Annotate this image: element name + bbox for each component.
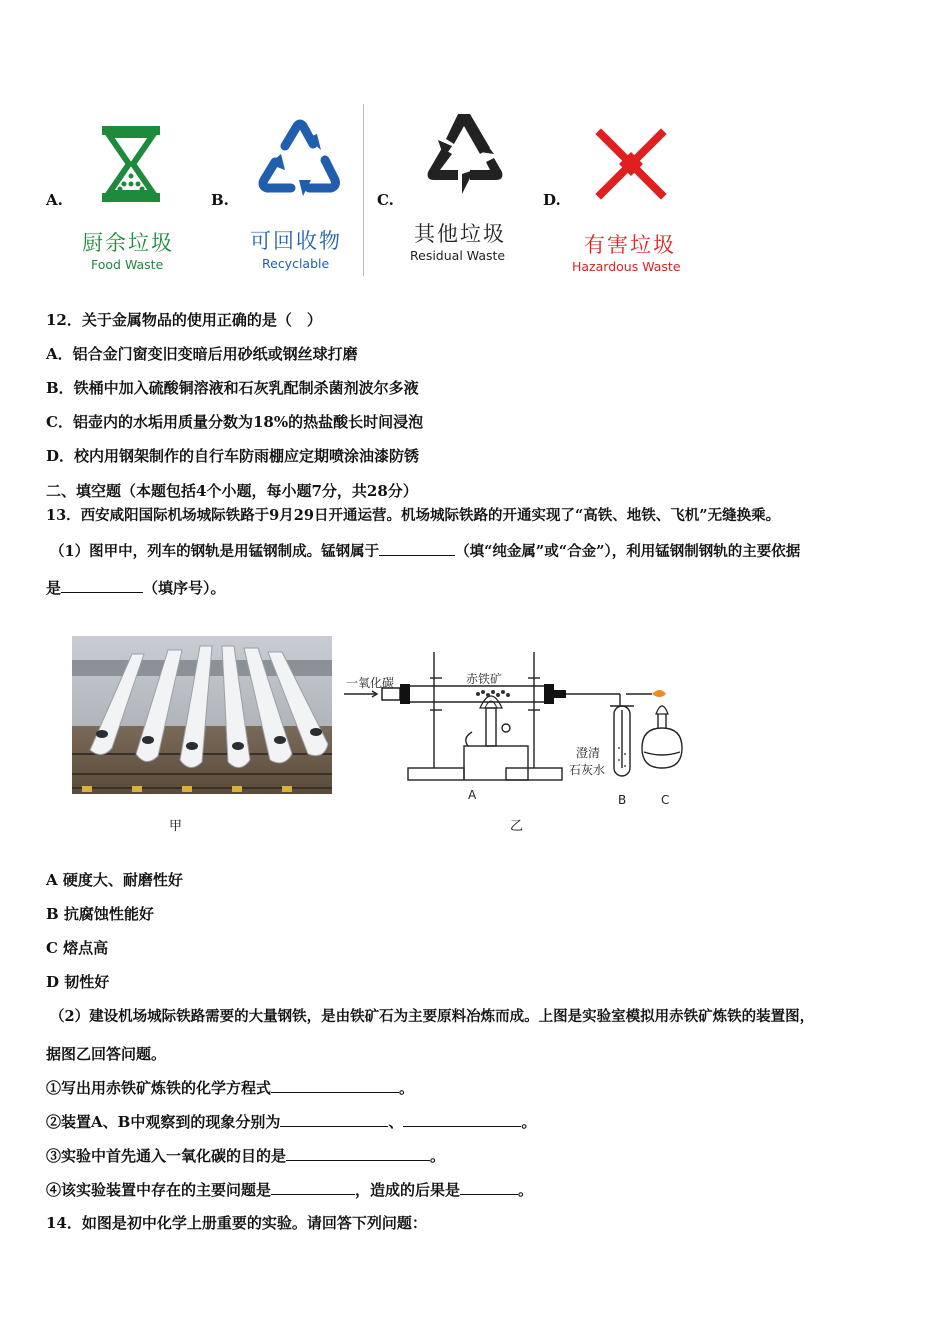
label-limewater-2: 石灰水	[569, 763, 606, 777]
recyclable-cn-label: 可回收物	[250, 229, 342, 253]
answer-blank[interactable]	[460, 1179, 518, 1195]
q13-sub1	[46, 1077, 414, 1098]
label-a: A	[468, 788, 477, 802]
answer-blank[interactable]	[286, 1145, 430, 1161]
q13-part2-line2: 据图乙回答问题。	[46, 1045, 167, 1063]
q13-option-a: A 硬度大、耐磨性好	[46, 871, 183, 889]
q13-sub4-text: ④该实验装置中存在的主要问题是	[46, 1181, 272, 1199]
apparatus-diagram	[342, 648, 694, 808]
q13-part1-text-c: 是	[46, 579, 62, 597]
q13-sub2-mid: 、	[388, 1113, 404, 1131]
label-hematite: 赤铁矿	[466, 672, 503, 686]
food-waste-icon	[100, 124, 162, 204]
q13-sub1-end: 。	[399, 1079, 415, 1097]
option-letter-d: D.	[543, 191, 561, 209]
label-carbon-monoxide: 一氧化碳	[346, 676, 395, 690]
q13-sub4-mid: ，造成的后果是	[355, 1181, 461, 1199]
q12-option-d: D．校内用钢架制作的自行车防雨棚应定期喷涂油漆防锈	[46, 447, 420, 465]
food-waste-en-label: Food Waste	[91, 257, 164, 272]
answer-blank[interactable]	[61, 577, 143, 593]
q13-sub1-text: ①写出用赤铁矿炼铁的化学方程式	[46, 1079, 272, 1097]
q13-stem: 13．西安咸阳国际机场城际铁路于9月29日开通运营。机场城际铁路的开通实现了“高铁、地铁、飞机”无缝换乘。	[46, 507, 781, 524]
q13-sub3-end: 。	[430, 1147, 446, 1165]
residual-waste-cn-label: 其他垃圾	[414, 222, 506, 246]
q13-part1-text-a: （1）图甲中，列车的钢轨是用锰钢制成。锰钢属于	[50, 543, 380, 560]
hazardous-waste-en-label: Hazardous Waste	[572, 259, 681, 274]
recycle-icon	[255, 118, 345, 200]
q13-option-c: C 熔点高	[46, 939, 109, 957]
q13-option-d: D 韧性好	[46, 973, 110, 991]
recyclable-en-label: Recyclable	[262, 256, 330, 271]
q13-sub2	[46, 1111, 536, 1132]
figure-jia-caption: 甲	[169, 819, 183, 834]
q13-part1-text-b: （填“纯金属”或“合金”），利用锰钢制钢轨的主要依据	[455, 543, 801, 560]
q13-part1-line2	[46, 577, 226, 598]
q12-option-c: C．铝壶内的水垢用质量分数为18%的热盐酸长时间浸泡	[46, 413, 424, 431]
residual-waste-icon	[424, 110, 504, 198]
q12-option-a: A．铝合金门窗变旧变暗后用砂纸或钢丝球打磨	[46, 345, 358, 363]
option-letter-b: B.	[211, 191, 229, 209]
q13-option-b: B 抗腐蚀性能好	[46, 905, 154, 923]
q13-sub4	[46, 1179, 533, 1200]
label-c: C	[661, 793, 670, 807]
q13-sub2-text: ②装置A、B中观察到的现象分别为	[46, 1113, 281, 1131]
q13-part1-line1	[50, 540, 800, 562]
train-photo	[72, 636, 332, 794]
column-divider	[363, 104, 364, 276]
answer-blank[interactable]	[403, 1111, 521, 1127]
q13-sub4-end: 。	[518, 1181, 534, 1199]
q14-stem: 14．如图是初中化学上册重要的实验。请回答下列问题：	[46, 1214, 427, 1232]
section-heading: 二、填空题（本题包括4个小题，每小题7分，共28分）	[46, 482, 418, 500]
q13-part2-line1: （2）建设机场城际铁路需要的大量钢铁，是由铁矿石为主要原料冶炼而成。上图是实验室模拟用赤铁矿炼铁的装置图，	[50, 1008, 815, 1025]
answer-blank[interactable]	[280, 1111, 388, 1127]
q12-option-b: B．铁桶中加入硫酸铜溶液和石灰乳配制杀菌剂波尔多液	[46, 379, 419, 397]
q12-stem: 12．关于金属物品的使用正确的是（ ）	[46, 311, 322, 329]
q13-sub3	[46, 1145, 445, 1166]
option-letter-c: C.	[377, 191, 394, 209]
q13-sub2-end: 。	[521, 1113, 537, 1131]
food-waste-cn-label: 厨余垃圾	[82, 231, 174, 255]
label-limewater-1: 澄清	[576, 746, 601, 760]
answer-blank[interactable]	[271, 1077, 399, 1093]
q13-part1-text-d: （填序号）。	[143, 579, 226, 597]
label-b: B	[618, 793, 627, 807]
residual-waste-en-label: Residual Waste	[410, 248, 506, 263]
answer-blank[interactable]	[379, 540, 455, 556]
hazardous-waste-cn-label: 有害垃圾	[584, 233, 676, 257]
figure-yi-caption: 乙	[510, 819, 524, 834]
answer-blank[interactable]	[271, 1179, 355, 1195]
option-letter-a: A.	[46, 191, 63, 209]
hazardous-waste-icon	[595, 128, 667, 200]
q13-sub3-text: ③实验中首先通入一氧化碳的目的是	[46, 1147, 287, 1165]
